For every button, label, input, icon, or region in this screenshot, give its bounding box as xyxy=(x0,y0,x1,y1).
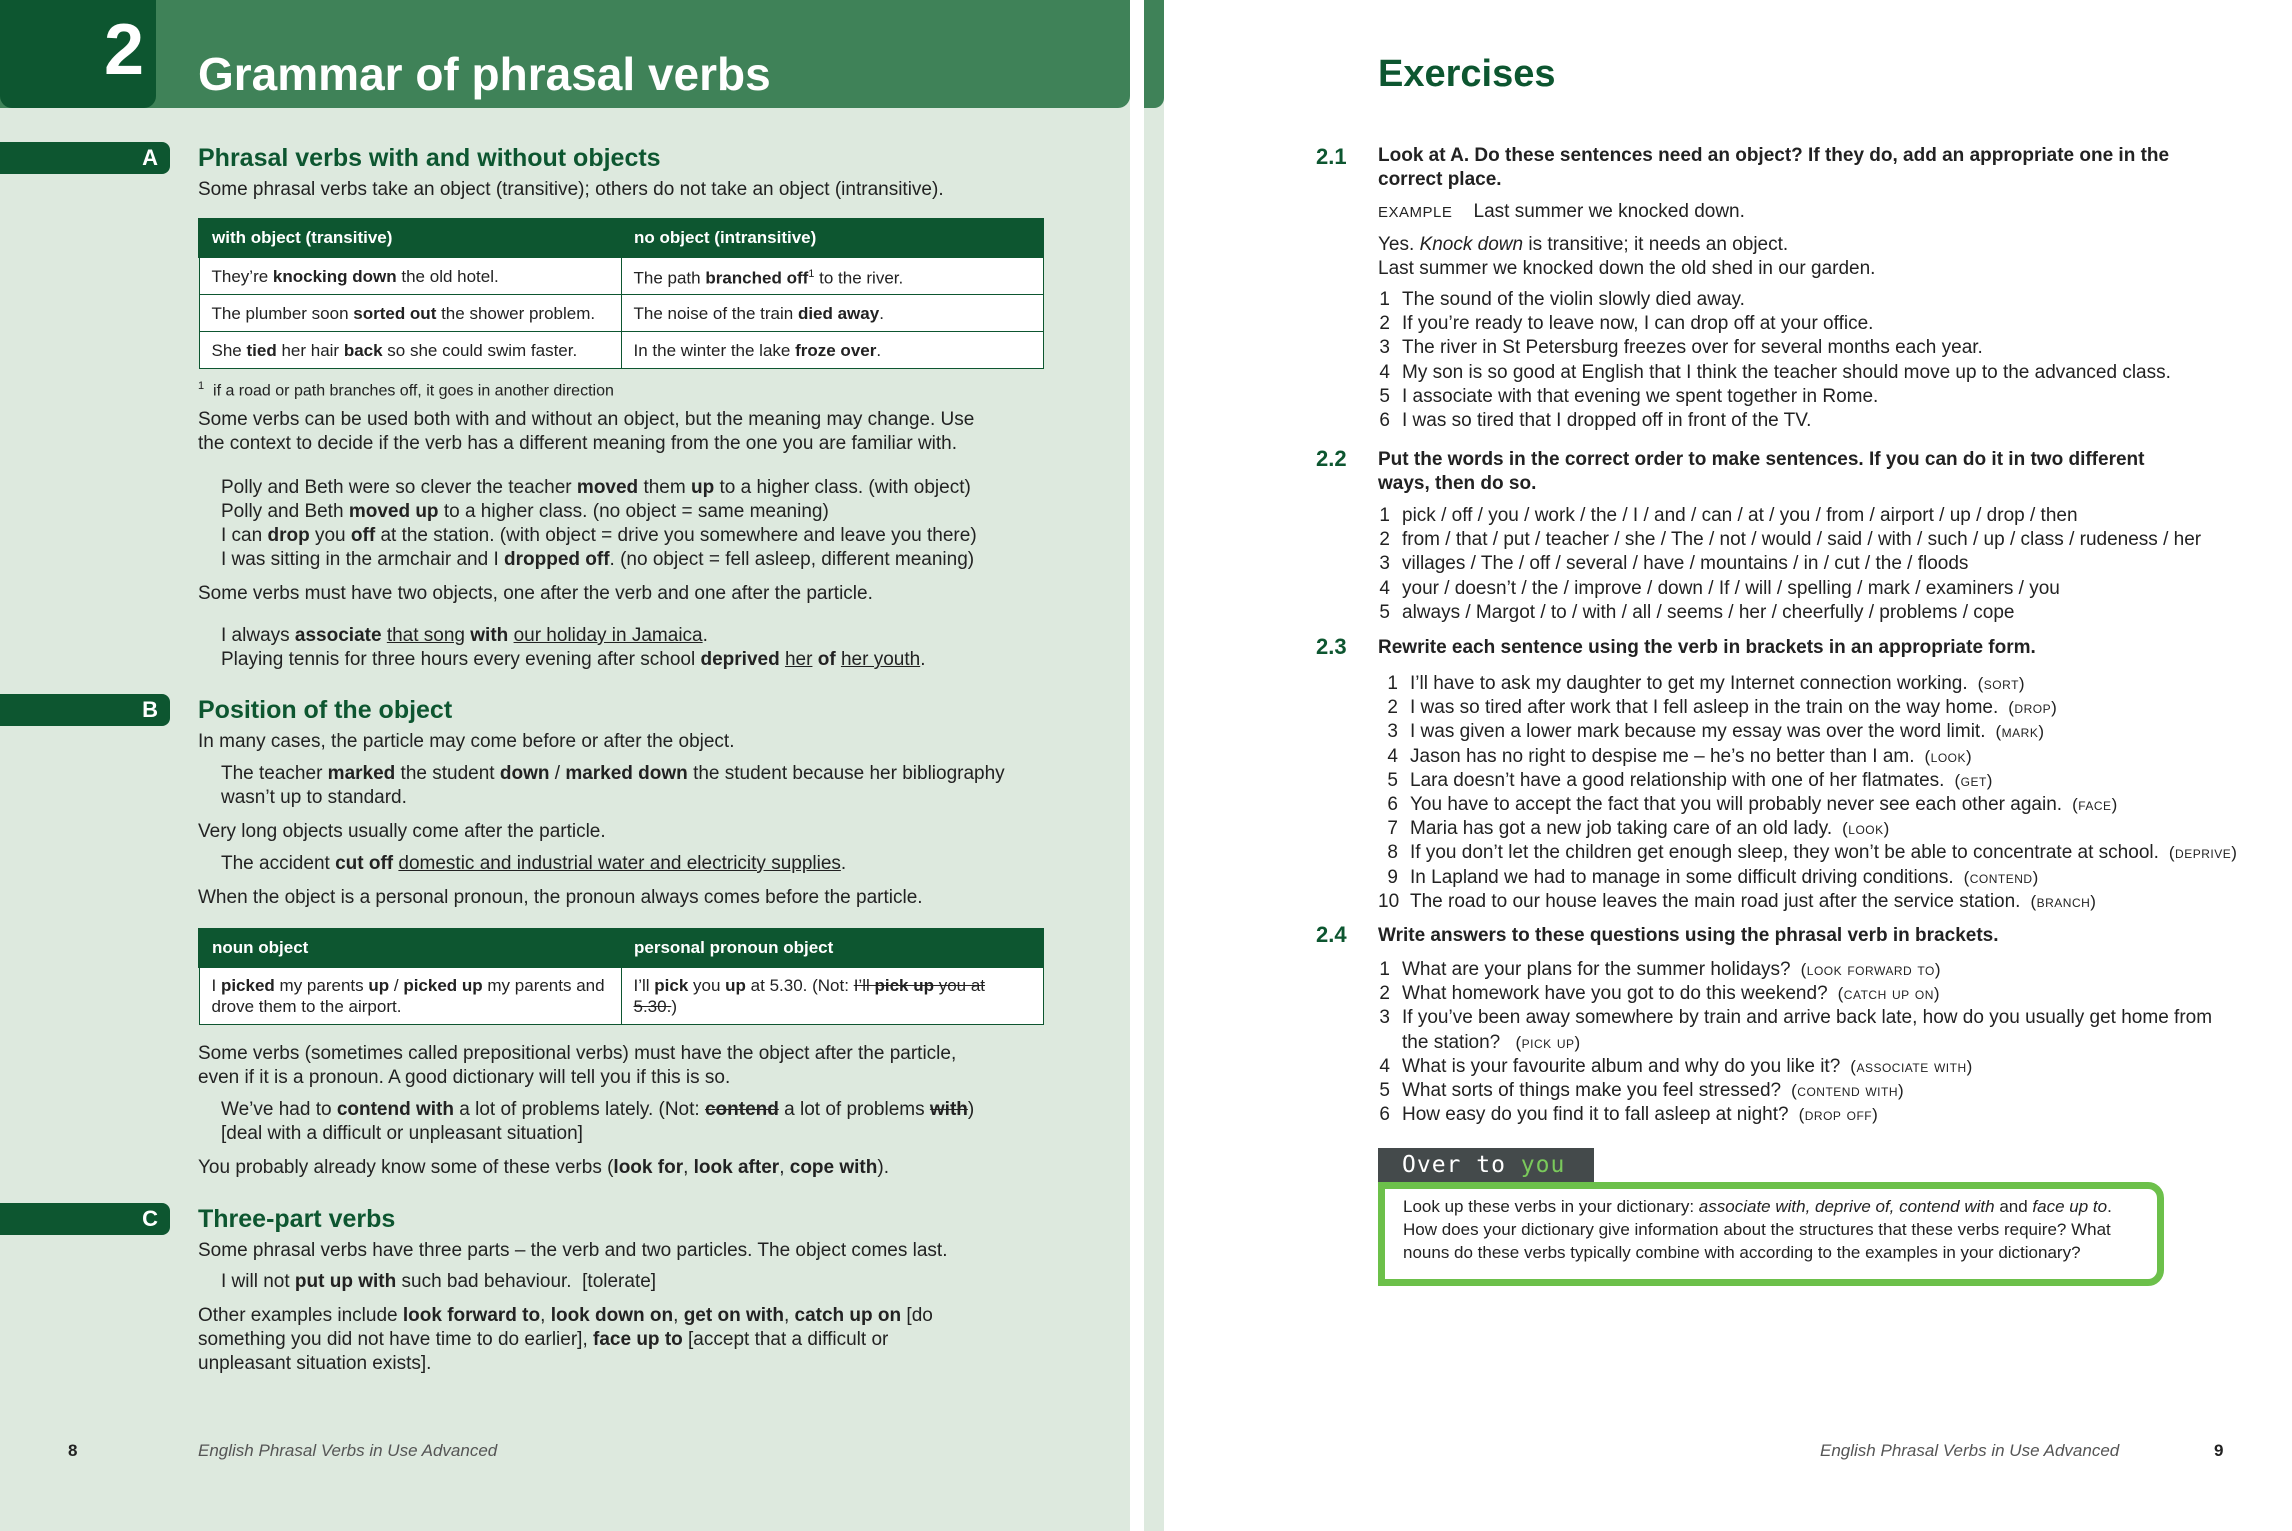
item-text: What homework have you got to do this weekend? xyxy=(1402,983,1828,1005)
table-cell: The plumber soon sorted out the shower problem. xyxy=(199,295,621,332)
list-item xyxy=(1378,601,2014,625)
item-verb: (deprive) xyxy=(2168,843,2238,863)
item-verb: (face) xyxy=(2072,795,2118,814)
item-verb: (contend) xyxy=(1963,867,2039,887)
list-item xyxy=(1378,336,1983,360)
table-header: no object (intransitive) xyxy=(621,219,1043,257)
item-text: always / Margot / to / with / all / seems / her / cheerfully / problems / cope xyxy=(1402,601,2015,623)
item-number: 3 xyxy=(1379,337,1390,359)
item-text: pick / off / you / work / the / I / and / can / at / you / from / airport / up / drop / then xyxy=(1402,505,2078,526)
item-number: 7 xyxy=(1387,818,1398,840)
section-c-title: Three-part verbs xyxy=(198,1205,396,1233)
list-item xyxy=(1378,409,1811,433)
list-item xyxy=(1378,1103,1878,1127)
item-number: 2 xyxy=(1387,697,1398,719)
table-header: personal pronoun object xyxy=(621,929,1043,967)
right-page-spine xyxy=(1144,0,1164,1531)
list-item xyxy=(1378,1006,2212,1030)
item-number: 9 xyxy=(1387,866,1398,888)
section-a-title: Phrasal verbs with and without objects xyxy=(198,144,661,172)
item-verb: (mark) xyxy=(1995,722,2045,742)
unit-title: Grammar of phrasal verbs xyxy=(198,48,771,100)
item-number: 6 xyxy=(1379,1104,1390,1126)
table-cell: In the winter the lake froze over. xyxy=(621,332,1043,369)
item-text: How easy do you find it to fall asleep at night? xyxy=(1402,1104,1789,1126)
example-block: We’ve had to contend with a lot of problems lately. (Not: contend a lot of problems with) [deal with a difficult or unpleasant situation] xyxy=(221,1099,975,1144)
list-item xyxy=(1378,1055,1973,1079)
item-text: the station? xyxy=(1402,1031,1501,1053)
list-item xyxy=(1378,672,2025,696)
transitive-table xyxy=(198,218,1044,369)
item-text: The river in St Petersburg freezes over for several months each year. xyxy=(1402,337,1983,359)
item-verb: (drop) xyxy=(2008,698,2058,718)
item-text: I was given a lower mark because my essay was over the word limit. xyxy=(1410,721,1986,743)
item-verb: (get) xyxy=(1954,770,1993,790)
page-gutter xyxy=(1130,0,1144,1531)
item-number: 3 xyxy=(1387,721,1398,743)
table-header: with object (transitive) xyxy=(199,219,621,257)
unit-number: 2 xyxy=(103,10,144,90)
item-text: Maria has got a new job taking care of an old lady. xyxy=(1410,818,1833,840)
item-text: The road to our house leaves the main road just after the service station. xyxy=(1410,890,2021,912)
example-block: I will not put up with such bad behaviour. [tolerate] xyxy=(221,1271,657,1292)
section-a-para3: Some verbs must have two objects, one after the verb and one after the particle. xyxy=(198,583,873,604)
page-number: 8 xyxy=(68,1441,78,1460)
item-verb: (branch) xyxy=(2030,891,2097,911)
exercises-title: Exercises xyxy=(1378,53,1556,95)
item-number: 4 xyxy=(1379,577,1390,599)
list-item xyxy=(1378,866,2039,890)
item-number: 6 xyxy=(1387,794,1398,815)
list-item xyxy=(1378,552,1968,576)
item-number: 4 xyxy=(1379,1055,1390,1077)
list-item xyxy=(1378,841,2237,865)
item-number: 5 xyxy=(1379,385,1390,407)
item-number: 5 xyxy=(1387,769,1398,791)
item-text: What is your favourite album and why do you like it? xyxy=(1402,1055,1841,1077)
list-item xyxy=(1378,361,2171,385)
list-item xyxy=(1378,504,2078,528)
list-item xyxy=(1378,720,2045,744)
table-cell: She tied her hair back so she could swim faster. xyxy=(199,332,621,369)
item-number: 2 xyxy=(1379,983,1390,1005)
item-number: 6 xyxy=(1379,410,1390,431)
section-c-marker: C xyxy=(0,1203,170,1235)
section-b-para1: In many cases, the particle may come before or after the object. xyxy=(198,731,735,752)
list-item xyxy=(1378,982,1940,1006)
section-a-para2: Some verbs can be used both with and without an object, but the meaning may change. Use the context to decide if the verb has a different meaning from the one you are familiar with. xyxy=(198,409,975,454)
item-number: 5 xyxy=(1379,1080,1390,1101)
list-item xyxy=(1378,817,1890,841)
table-row xyxy=(199,967,1043,1025)
item-verb: (sort) xyxy=(1977,674,2026,693)
list-item xyxy=(1378,385,1878,409)
section-b-para5: You probably already know some of these verbs (look for, look after, cope with). xyxy=(198,1157,889,1178)
footnote: $^1$ if a road or path branches off, it goes in another direction xyxy=(198,380,614,400)
section-b-para2: Very long objects usually come after the particle. xyxy=(198,821,606,842)
item-verb: (pick up) xyxy=(1510,1032,1581,1052)
exercise-instruction: Put the words in the correct order to make sentences. If you can do it in two different ways, then do so. xyxy=(1378,449,2145,494)
exercise-number: 2.3 xyxy=(1316,634,1347,659)
page-number: 9 xyxy=(2214,1441,2224,1460)
item-text: If you’re ready to leave now, I can drop off at your office. xyxy=(1402,313,1874,335)
table-cell: I’ll pick you up at 5.30. (Not: I’ll pick up you at 5.30.) xyxy=(621,967,1043,1025)
table-cell: The noise of the train died away. xyxy=(621,295,1043,332)
list-item xyxy=(1378,312,1873,336)
section-c-para2: Other examples include look forward to, look down on, get on with, catch up on [do something you did not have time to do earlier], face up to [accept that a difficult or unpleasant situation exists]. xyxy=(198,1305,933,1374)
item-number: 2 xyxy=(1379,313,1390,335)
item-text: I associate with that evening we spent together in Rome. xyxy=(1402,385,1879,407)
item-number: 3 xyxy=(1379,1007,1390,1029)
table-header: noun object xyxy=(199,929,621,967)
list-item xyxy=(1378,793,2118,817)
item-text: In Lapland we had to manage in some difficult driving conditions. xyxy=(1410,866,1954,888)
item-text: You have to accept the fact that you will probably never see each other again. xyxy=(1410,794,2063,815)
exercise-instruction: Look at A. Do these sentences need an object? If they do, add an appropriate one in the correct place. xyxy=(1378,145,2170,190)
section-a-marker: A xyxy=(0,142,170,174)
item-number: 1 xyxy=(1379,959,1390,980)
item-verb: (associate with) xyxy=(1850,1056,1973,1076)
exercise-number: 2.1 xyxy=(1316,144,1347,169)
item-number: 3 xyxy=(1379,553,1390,575)
item-text: I was so tired after work that I fell asleep in the train on the way home. xyxy=(1410,697,1999,719)
table-row xyxy=(199,295,1043,332)
over-to-you-text: Look up these verbs in your dictionary: associate with, deprive of, contend with and face up to. How does your dictionary give information about the structures that these verbs require? What nouns do these verbs typically combine with according to the examples in your dictionary? xyxy=(1403,1197,2112,1262)
item-text: I’ll have to ask my daughter to get my Internet connection working. xyxy=(1410,673,1968,694)
section-b-title: Position of the object xyxy=(198,696,453,724)
item-text: What are your plans for the summer holidays? xyxy=(1402,959,1791,980)
item-text: My son is so good at English that I think the teacher should move up to the advanced class. xyxy=(1402,361,2171,383)
table-cell: They’re knocking down the old hotel. xyxy=(199,257,621,295)
list-item xyxy=(1378,769,1993,793)
item-number: 4 xyxy=(1379,361,1390,383)
section-c-para1: Some phrasal verbs have three parts – the verb and two particles. The object comes last. xyxy=(198,1240,948,1261)
over-to-you-tab: Over to you xyxy=(1378,1148,1594,1182)
item-number: 8 xyxy=(1387,842,1398,864)
item-number: 10 xyxy=(1378,890,1400,912)
item-verb: (look) xyxy=(1924,746,1973,766)
item-verb: (look) xyxy=(1842,819,1890,839)
list-item xyxy=(1378,958,1941,982)
list-item xyxy=(1378,577,2060,601)
spine-header-tab xyxy=(1144,0,1164,108)
item-text: villages / The / off / several / have / mountains / in / cut / the / floods xyxy=(1402,553,1969,575)
item-number: 1 xyxy=(1379,505,1390,526)
item-verb: (drop off) xyxy=(1798,1105,1879,1125)
item-text: If you’ve been away somewhere by train and arrive back late, how do you usually get home from xyxy=(1402,1007,2213,1029)
item-number: 4 xyxy=(1387,745,1398,767)
list-item xyxy=(1378,288,1745,312)
list-item-continuation xyxy=(1402,1031,1581,1055)
item-number: 1 xyxy=(1379,289,1390,310)
table-row xyxy=(199,332,1043,369)
example-line: EXAMPLE Last summer we knocked down. xyxy=(1378,201,1745,222)
example-answer: Yes. Knock down is transitive; it needs an object. Last summer we knocked down the old shed in our garden. xyxy=(1378,234,1876,279)
exercise-number: 2.2 xyxy=(1316,446,1347,471)
book-title-footer: English Phrasal Verbs in Use Advanced xyxy=(198,1441,498,1460)
item-number: 2 xyxy=(1379,529,1390,551)
list-item xyxy=(1378,696,2057,720)
item-verb: (contend with) xyxy=(1791,1081,1905,1100)
section-b-para4: Some verbs (sometimes called prepositional verbs) must have the object after the particle, even if it is a pronoun. A good dictionary will tell you if this is so. xyxy=(198,1043,957,1088)
example-block: Polly and Beth were so clever the teacher moved them up to a higher class. (with object) Polly and Beth moved up to a higher class. (no object = same meaning) I can drop you off at the station. (with object = drive you somewhere and leave you there) I was sitting in the armchair and I dropped off. (no object = fell asleep, different meaning) xyxy=(221,477,977,570)
example-block: The accident cut off domestic and industrial water and electricity supplies. xyxy=(221,853,847,874)
list-item xyxy=(1378,1079,1904,1103)
example-block: The teacher marked the student down / marked down the student because her bibliography wasn’t up to standard. xyxy=(221,763,1005,808)
item-verb: (look forward to) xyxy=(1800,960,1942,979)
section-b-para3: When the object is a personal pronoun, the pronoun always comes before the particle. xyxy=(198,887,923,908)
item-text: What sorts of things make you feel stressed? xyxy=(1402,1080,1782,1101)
list-item xyxy=(1378,528,2201,552)
pronoun-table xyxy=(198,928,1044,1025)
item-text: Lara doesn’t have a good relationship with one of her flatmates. xyxy=(1410,769,1945,791)
book-title-footer: English Phrasal Verbs in Use Advanced xyxy=(1820,1441,2120,1460)
item-text: The sound of the violin slowly died away. xyxy=(1402,289,1745,310)
exercise-number: 2.4 xyxy=(1316,922,1347,947)
section-a-intro: Some phrasal verbs take an object (transitive); others do not take an object (intransitive). xyxy=(198,179,944,200)
item-verb: (catch up on) xyxy=(1837,984,1941,1004)
item-text: from / that / put / teacher / she / The / not / would / said / with / such / up / class / rudeness / her xyxy=(1402,529,2202,551)
item-text: your / doesn’t / the / improve / down / If / will / spelling / mark / examiners / you xyxy=(1402,577,2060,599)
item-text: I was so tired that I dropped off in front of the TV. xyxy=(1402,410,1812,431)
table-cell: I picked my parents up / picked up my parents and drove them to the airport. xyxy=(199,967,621,1025)
example-block: I always associate that song with our holiday in Jamaica. Playing tennis for three hours every evening after school deprived her of her youth. xyxy=(221,625,926,670)
item-text: Jason has no right to despise me – he’s no better than I am. xyxy=(1410,745,1915,767)
section-b-marker: B xyxy=(0,694,170,726)
table-row xyxy=(199,257,1043,295)
item-text: If you don’t let the children get enough sleep, they won’t be able to concentrate at school. xyxy=(1410,842,2159,864)
list-item xyxy=(1378,745,1972,769)
item-number: 5 xyxy=(1379,601,1390,623)
list-item xyxy=(1378,890,2096,914)
exercise-instruction: Write answers to these questions using the phrasal verb in brackets. xyxy=(1378,925,1999,946)
item-number: 1 xyxy=(1387,673,1398,694)
table-cell: The path branched off$^1$ to the river. xyxy=(621,257,1043,295)
exercise-instruction: Rewrite each sentence using the verb in brackets in an appropriate form. xyxy=(1378,637,2036,658)
